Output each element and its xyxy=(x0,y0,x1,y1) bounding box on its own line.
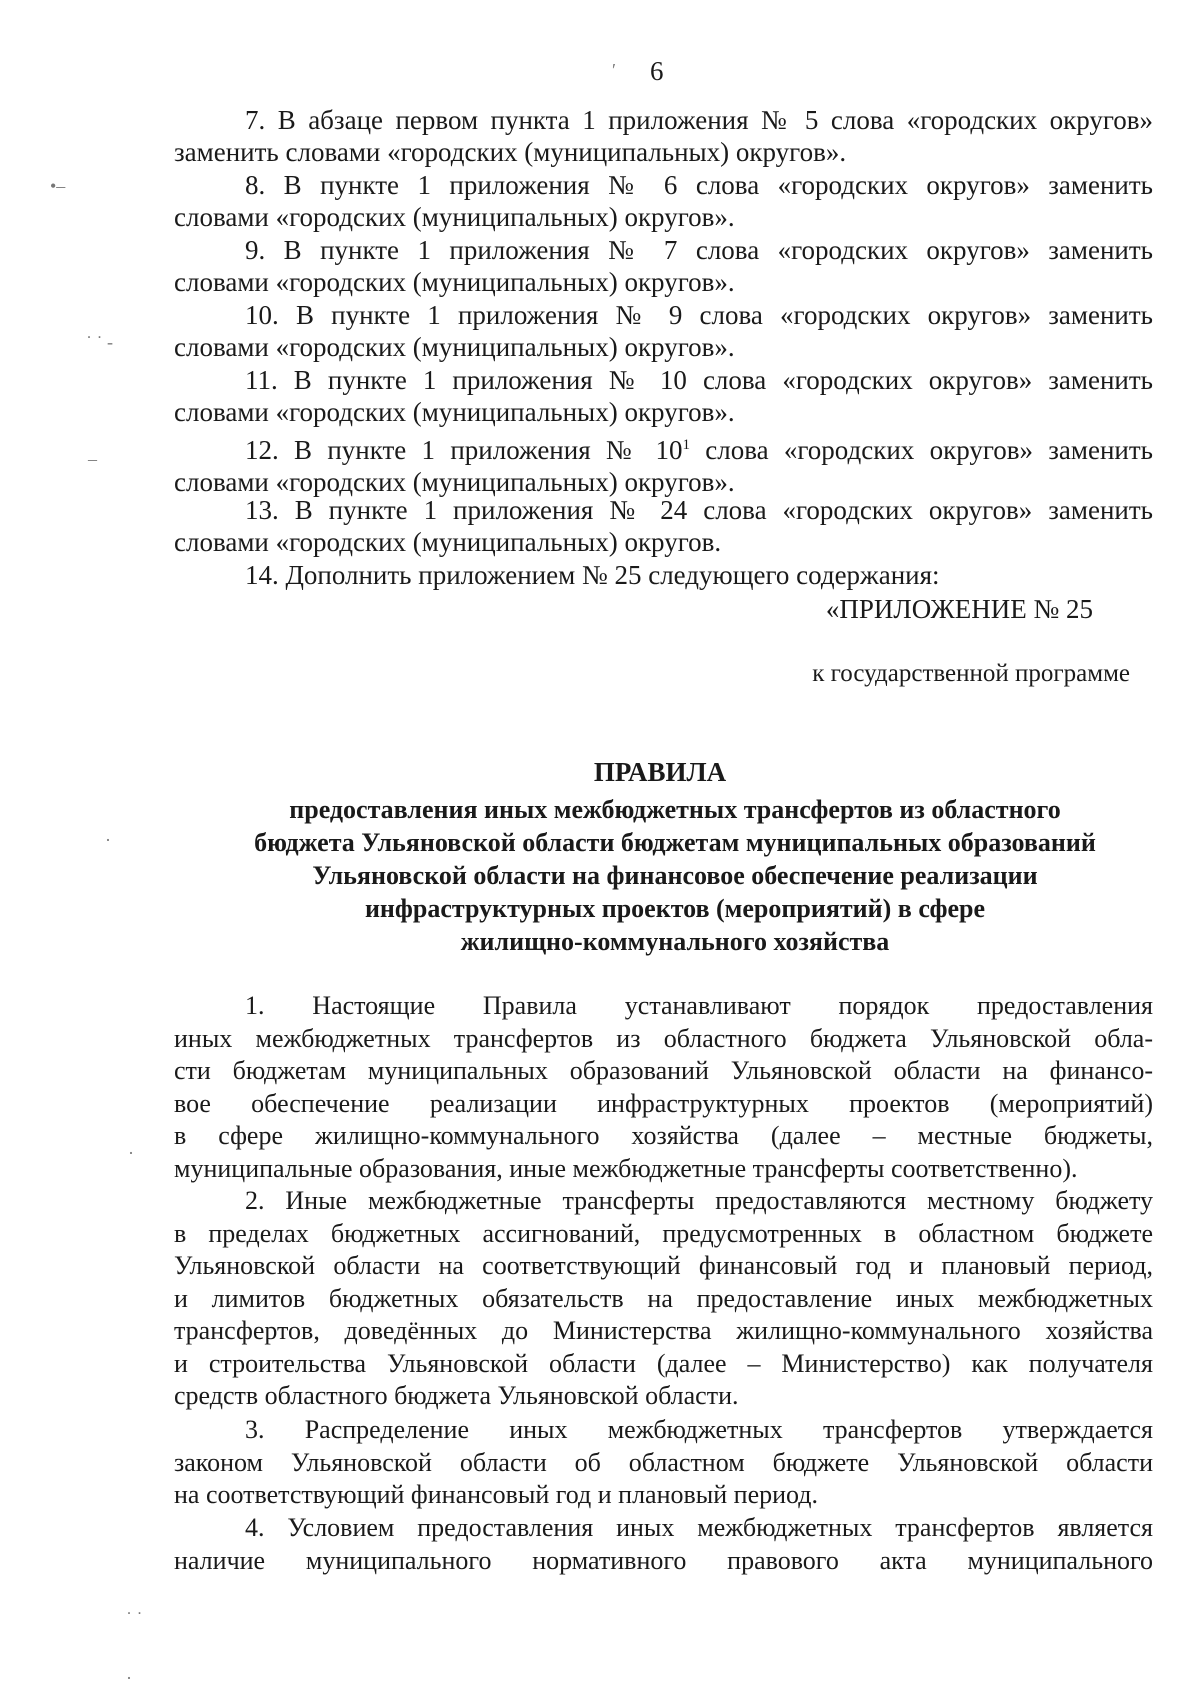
amendment-item-13 xyxy=(174,494,1153,558)
scan-mark: ′ xyxy=(612,60,616,80)
amendment-line xyxy=(174,234,1153,266)
rules-subtitle-line: жилищно-коммунального хозяйства xyxy=(460,927,890,956)
amendment-line-text: слова «городских округов» заменить xyxy=(689,435,1153,465)
amendment-item-8 xyxy=(174,169,1153,233)
rules-paragraph-2 xyxy=(174,1185,1153,1413)
paragraph-line: трансфертов, доведённых до Министерства жилищно-коммунального хозяйства xyxy=(174,1316,1153,1345)
scan-mark: ˙ ˙ xyxy=(126,1608,143,1628)
page-number: 6 xyxy=(650,56,664,86)
rules-subtitle xyxy=(180,793,1170,958)
amendment-item-12 xyxy=(174,429,1153,498)
rules-subtitle-line: предоставления иных межбюджетных трансфертов из областного xyxy=(289,795,1061,824)
amendment-line-text: 10. В пункте 1 приложения № 9 слова «городских округов» заменить xyxy=(245,300,1153,330)
scan-mark: · xyxy=(126,1668,132,1688)
amendment-line-text: 12. В пункте 1 приложения № 10 xyxy=(245,435,683,465)
scan-mark: – xyxy=(88,449,97,469)
amendment-superscript: 1 xyxy=(682,437,690,453)
rules-paragraph-1 xyxy=(174,990,1153,1185)
amendment-line-text: заменить словами «городских (муниципальных) округов». xyxy=(174,137,847,167)
appendix-subtitle: к государственной программе xyxy=(812,660,1130,687)
rules-paragraph-3 xyxy=(174,1414,1153,1512)
paragraph-line: законом Ульяновской области об областном бюджете Ульяновской области xyxy=(174,1447,1153,1477)
scan-mark: · xyxy=(105,830,111,850)
amendment-line-text: 8. В пункте 1 приложения № 6 слова «городских округов» заменить xyxy=(245,170,1153,200)
rules-title: ПРАВИЛА xyxy=(593,757,727,787)
paragraph-line: 1. Настоящие Правила устанавливают порядок предоставления xyxy=(245,991,1153,1020)
amendment-line-text: словами «городских (муниципальных) округов». xyxy=(174,202,735,232)
amendment-line-text: 14. Дополнить приложением № 25 следующего содержания: xyxy=(245,560,940,590)
rules-subtitle-line: Ульяновской области на финансовое обеспечение реализации xyxy=(312,861,1038,890)
amendment-line xyxy=(174,299,1153,331)
scan-mark: ˙ ˙ ‑ xyxy=(86,332,113,352)
amendment-line xyxy=(174,104,1153,136)
rules-paragraph-4 xyxy=(174,1512,1153,1577)
amendment-line xyxy=(174,429,1153,466)
amendment-line-text: словами «городских (муниципальных) округов». xyxy=(174,332,735,362)
paragraph-line: иных межбюджетных трансфертов из областного бюджета Ульяновской обла- xyxy=(174,1023,1153,1053)
rules-subtitle-line: инфраструктурных проектов (мероприятий) в сфере xyxy=(364,894,986,923)
amendment-line-text: 9. В пункте 1 приложения № 7 слова «городских округов» заменить xyxy=(245,235,1153,265)
amendment-line-text: 11. В пункте 1 приложения № 10 слова «городских округов» заменить xyxy=(245,365,1153,395)
amendment-line xyxy=(174,169,1153,201)
amendment-item-9 xyxy=(174,234,1153,298)
amendment-item-7 xyxy=(174,104,1153,168)
amendment-item-14 xyxy=(174,559,1153,591)
paragraph-line: 2. Иные межбюджетные трансферты предоставляются местному бюджету xyxy=(245,1186,1153,1215)
amendment-line xyxy=(174,494,1153,526)
scan-mark: •– xyxy=(50,176,66,196)
paragraph-line: на соответствующий финансовый год и плановый период. xyxy=(174,1480,819,1509)
paragraph-line: и строительства Ульяновской области (далее – Министерство) как получателя xyxy=(174,1348,1153,1378)
amendment-item-10 xyxy=(174,299,1153,363)
amendment-line xyxy=(174,364,1153,396)
paragraph-line: и лимитов бюджетных обязательств на предоставление иных межбюджетных xyxy=(174,1283,1153,1313)
paragraph-line: вое обеспечение реализации инфраструктурных проектов (мероприятий) xyxy=(174,1088,1153,1118)
amendment-line-text: словами «городских (муниципальных) округов. xyxy=(174,527,722,557)
paragraph-line: средств областного бюджета Ульяновской области. xyxy=(174,1381,739,1410)
amendment-item-11 xyxy=(174,364,1153,428)
paragraph-line: 4. Условием предоставления иных межбюджетных трансфертов является xyxy=(245,1513,1153,1542)
amendment-line-text: словами «городских (муниципальных) округов». xyxy=(174,467,735,497)
scan-mark: · xyxy=(128,1143,134,1163)
paragraph-line: муниципальные образования, иные межбюджетные трансферты соответственно). xyxy=(174,1153,1078,1183)
amendment-line-text: словами «городских (муниципальных) округов». xyxy=(174,397,735,427)
paragraph-line: Ульяновской области на соответствующий финансовый год и плановый период, xyxy=(174,1251,1153,1280)
paragraph-line: 3. Распределение иных межбюджетных трансфертов утверждается xyxy=(245,1415,1153,1444)
paragraph-line: наличие муниципального нормативного правового акта муниципального xyxy=(174,1545,1153,1575)
appendix-title: «ПРИЛОЖЕНИЕ № 25 xyxy=(825,594,1093,624)
amendment-line-text: словами «городских (муниципальных) округов». xyxy=(174,267,735,297)
amendment-line-text: 7. В абзаце первом пункта 1 приложения № 5 слова «городских округов» xyxy=(245,105,1153,135)
amendment-line-text: 13. В пункте 1 приложения № 24 слова «городских округов» заменить xyxy=(245,495,1153,525)
paragraph-line: в пределах бюджетных ассигнований, предусмотренных в областном бюджете xyxy=(174,1218,1153,1248)
paragraph-line: в сфере жилищно-коммунального хозяйства (далее – местные бюджеты, xyxy=(174,1121,1153,1150)
rules-subtitle-line: бюджета Ульяновской области бюджетам муниципальных образований xyxy=(254,828,1096,857)
paragraph-line: сти бюджетам муниципальных образований Ульяновской области на финансо- xyxy=(174,1056,1153,1085)
